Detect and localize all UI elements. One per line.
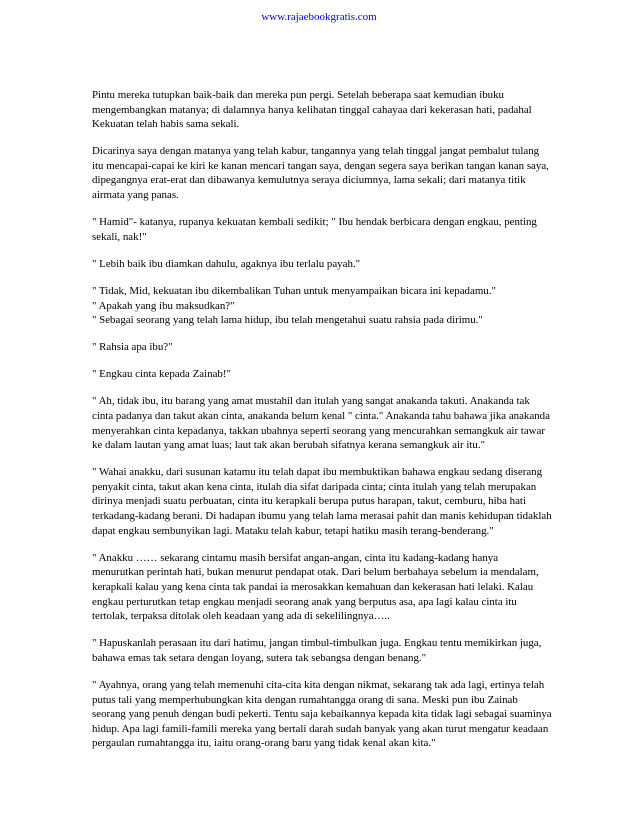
paragraph-11: " Wahai anakku, dari susunan katamu itu telah dapat ibu membuktikan bahawa engkau sedang diserang penyakit cinta, takut akan kena cinta, itulah dia sifat daripada cinta; cinta itulah yang telah merupakan dirinya menjadi suatu perbuatan, cinta itu kerapkali berupa putus harapan, takut, cemburu, hiba hati terkadang-kadang berani. Di hadapan ibumu yang telah lama merasai pahit dan manis kehidupan tidaklah dapat engkau sembunyikan lagi. Mataku telah kabur, tetapi hatiku masih terang-benderang." bbox=[92, 466, 552, 537]
header-website-link[interactable]: www.rajaebookgratis.com bbox=[261, 11, 377, 23]
paragraph-8: " Rahsia apa ibu?" bbox=[92, 341, 173, 354]
paragraph-13: " Hapuskanlah perasaan itu dari hatimu, jangan timbul-timbulkan juga. Engkau tentu memikirkan juga, bahawa emas tak setara dengan loyang, sutera tak sebangsa dengan benang." bbox=[92, 637, 542, 664]
paragraph-2: Dicarinya saya dengan matanya yang telah kabur, tangannya yang telah tinggal jangat pembalut tulang itu mencapai-capai ke kiri ke kanan mencari tangan saya, dengan segera saya berikan tangan kanan saya, dipegangnya erat-erat dan dibawanya kemulutnya seraya diciumnya, lama sekali; dari matanya titik airmata yang panas. bbox=[92, 145, 549, 202]
paragraph-10: " Ah, tidak ibu, itu barang yang amat mustahil dan itulah yang sangat anakanda takuti. Anakanda tak cinta padanya dan takut akan cinta, anakanda belum kenal " cinta." Anakanda tahu bahawa jika anakanda menyerahkan cinta kepadanya, takkan ubahnya seperti seorang yang mencurahkan semangkuk air tawar ke dalam lautan yang amat luas; laut tak akan berubah sifatnya kerana semangkuk air itu." bbox=[92, 395, 550, 452]
paragraph-6: " Apakah yang ibu maksudkan?" bbox=[92, 299, 235, 312]
paragraph-3: " Hamid"- katanya, rupanya kekuatan kembali sedikit; " Ibu hendak berbicara dengan engkau, penting sekali, nak!" bbox=[92, 216, 537, 243]
paragraph-9: " Engkau cinta kepada Zainab!" bbox=[92, 368, 231, 381]
paragraph-5: " Tidak, Mid, kekuatan ibu dikembalikan Tuhan untuk menyampaikan bicara ini kepadamu." bbox=[92, 284, 496, 297]
paragraph-4: " Lebih baik ibu diamkan dahulu, agaknya ibu terlalu payah." bbox=[92, 257, 361, 270]
paragraph-12: " Anakku …… sekarang cintamu masih bersifat angan-angan, cinta itu kadang-kadang hanya menurutkan perintah hati, bukan menurut pendapat otak. Dari belum berbahaya sebelum ia mendalam, kerapkali kalau yang kena cinta tak pandai ia merosakkan kemahuan dan kekerasan hati lelaki. Kalau engkau perturutkan tetap engkau menjadi seorang anak yang berputus asa, apa lagi kalau cinta itu tertolak, terpaksa ditolak oleh keadaan yang ada di sekelilingnya….. bbox=[92, 551, 539, 623]
paragraph-1: Pintu mereka tutupkan baik-baik dan mereka pun pergi. Setelah beberapa saat kemudian ibuku mengembangkan matanya; di dalamnya hanya kelihatan tinggal cahayaa dari kekerasan hati, padahal Kekuatan telah habis sama sekali. bbox=[92, 89, 532, 131]
paragraph-14: " Ayahnya, orang yang telah memenuhi cita-cita kita dengan nikmat, sekarang tak ada lagi, ertinya telah putus tali yang memperhubungkan kita dengan rumahtangga orang di sana. Meski pun ibu Zainab seorang yang penuh dengan budi pekerti. Tentu saja kebaikannya kepada kita tidak lagi sebagai suaminya hidup. Apa lagi famili-famili mereka yang bertali darah sudah banyak yang akan turut mengatur keadaan pergaulan rumahtangga itu, iaitu orang-orang baru yang tidak kenal akan kita." bbox=[92, 678, 552, 750]
page-body bbox=[92, 88, 552, 763]
paragraph-7: " Sebagai seorang yang telah lama hidup, ibu telah mengetahui suatu rahsia pada dirimu." bbox=[92, 314, 483, 327]
